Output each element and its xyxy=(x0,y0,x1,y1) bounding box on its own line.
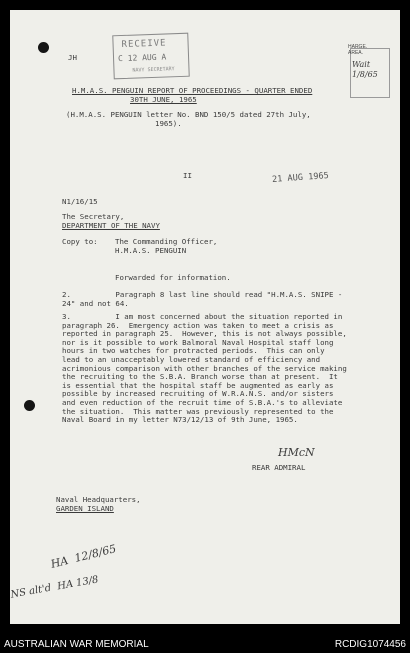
letter-reference: (H.M.A.S. PENGUIN letter No. BND 150/5 dated 27th July, 1965). xyxy=(66,110,311,128)
stamp-line-1: RECEIVE xyxy=(121,38,167,51)
document-page xyxy=(10,10,400,624)
handwritten-note-2: NS alt'd HA 13/8 xyxy=(9,574,100,601)
stamp-line-3: NAVY SECRETARY xyxy=(132,66,175,74)
handwritten-note-1: HA 12/8/65 xyxy=(49,542,118,571)
date-stamp: 21 AUG 1965 xyxy=(271,171,330,185)
section-number: II xyxy=(183,171,192,180)
signature: HMcN xyxy=(278,446,315,459)
charge-area-label: HARGE. AREA. xyxy=(348,44,368,56)
received-stamp xyxy=(112,33,189,80)
forwarded-note: Forwarded for information. xyxy=(115,273,231,282)
file-reference: N1/16/15 xyxy=(62,197,98,206)
addressee-line-2: DEPARTMENT OF THE NAVY xyxy=(62,221,160,230)
archive-footer xyxy=(0,636,410,653)
copy-to-label: Copy to: xyxy=(62,237,98,246)
hq-line-2: GARDEN ISLAND xyxy=(56,504,114,513)
paragraph-3: 3. I am most concerned about the situation reported in paragraph 26. Emergency action was taken to meet a crisis as reported in paragraph 25. However, this is not always possible, nor is it possible to work Balmoral Naval Hospital staff long hours in two watches for protracted periods. This can only lead to an unacceptably lowered standard of efficiency and acrimonious comparison with other branches of the service making the recruiting to the S.B.A. Branch worse than at present. It is essential that the hospital staff be augmented as early as possible by increased recruiting of W.R.A.N.S. and/or sisters and even reduction of the recruit time of S.B.A.'s to alleviate the situation. This matter was previously represented to the Naval Board in my letter N73/12/13 of 9th June, 1965. xyxy=(62,312,347,425)
footer-record-id: RCDIG1074456 xyxy=(334,639,406,650)
initials: JH xyxy=(68,53,77,62)
punch-hole-bottom xyxy=(24,400,35,411)
title-line-2: 30TH JUNE, 1965 xyxy=(130,95,197,104)
footer-institution: AUSTRALIAN WAR MEMORIAL xyxy=(4,639,149,650)
addressee-line-1: The Secretary, xyxy=(62,212,125,221)
punch-hole-top xyxy=(38,42,49,53)
stamp-line-2: C 12 AUG A xyxy=(117,52,167,64)
hq-line-1: Naval Headquarters, xyxy=(56,495,141,504)
paragraph-2: 2. Paragraph 8 last line should read "H.M.A.S. SNIPE - 24" and not 64. xyxy=(62,290,343,308)
corner-handwriting: Wait 1/8/65 xyxy=(352,60,378,79)
signatory-title: REAR ADMIRAL xyxy=(252,463,306,472)
copy-to-recipient: The Commanding Officer, H.M.A.S. PENGUIN xyxy=(115,237,218,255)
title-line-1: H.M.A.S. PENGUIN REPORT OF PROCEEDINGS - QUARTER ENDED xyxy=(72,86,313,95)
